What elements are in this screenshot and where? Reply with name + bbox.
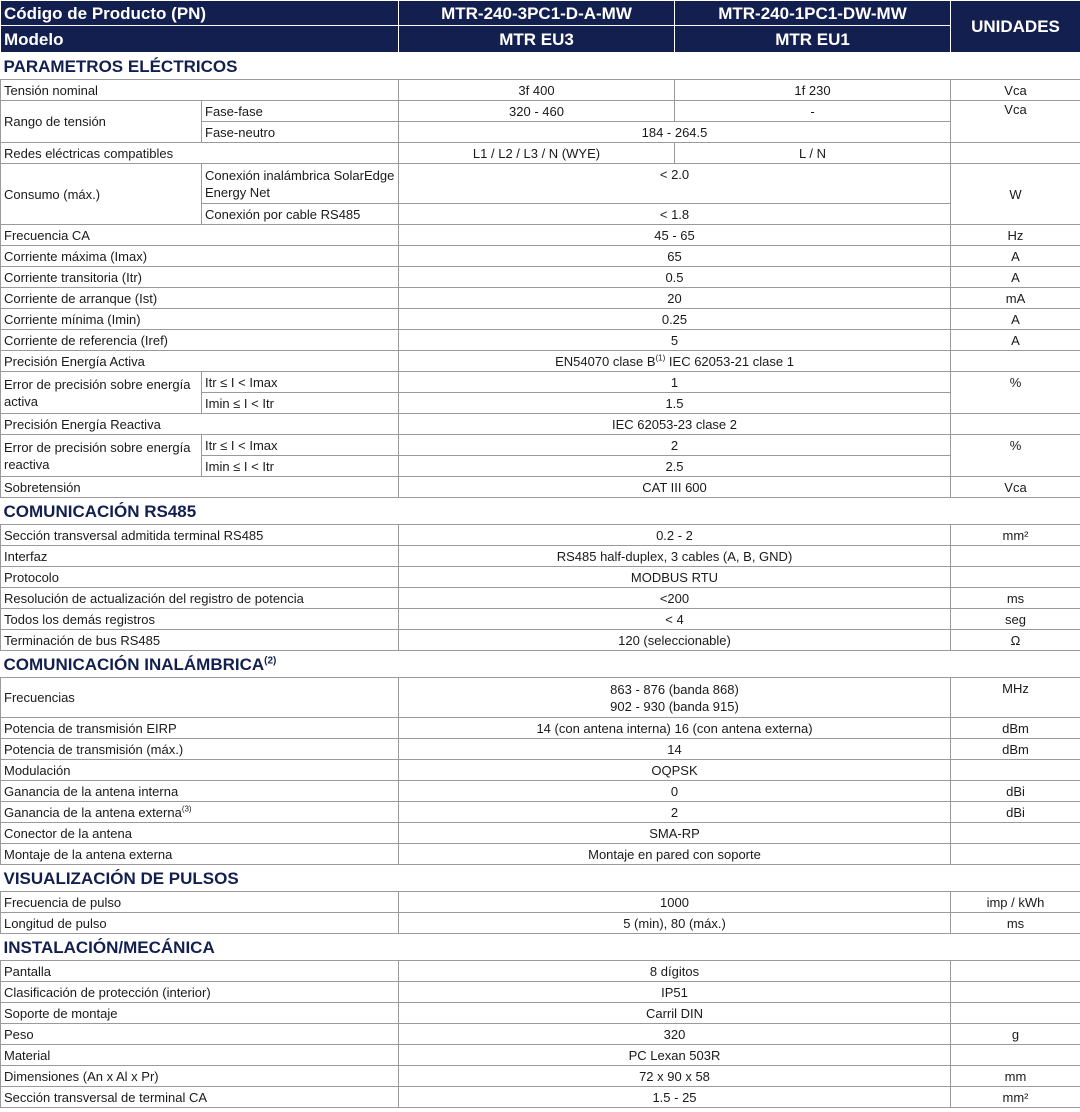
- row-value: < 2.0: [399, 164, 951, 204]
- row-unit: ms: [951, 588, 1080, 609]
- section-wireless: [1, 651, 1080, 678]
- section-title-text: COMUNICACIÓN RS485: [3, 501, 197, 521]
- row-label-text: Potencia de transmisión EIRP: [4, 720, 177, 736]
- section-title-text: VISUALIZACIÓN DE PULSOS: [3, 868, 239, 888]
- row-unit: mm²: [951, 525, 1080, 546]
- row-label-text: Ganancia de la antena interna: [4, 783, 179, 799]
- row-unit: [951, 1045, 1080, 1066]
- row-unit: A: [951, 330, 1080, 351]
- row-unit: %: [951, 435, 1080, 477]
- section-title: PARAMETROS ELÉCTRICOS: [1, 53, 1080, 80]
- row-label: [1, 823, 399, 844]
- value-eu3: L1 / L2 / L3 / N (WYE): [399, 143, 675, 164]
- row-value: CAT III 600: [399, 477, 951, 498]
- section-title-text: COMUNICACIÓN INALÁMBRICA: [3, 654, 265, 674]
- row-label: [1, 913, 399, 934]
- row-unit: [951, 1003, 1080, 1024]
- value-line: 902 - 930 (banda 915): [610, 698, 739, 714]
- row-unit: [951, 143, 1080, 164]
- row-label-text: Frecuencia de pulso: [4, 894, 122, 910]
- row-value: 45 - 65: [399, 225, 951, 246]
- row-unit: imp / kWh: [951, 892, 1080, 913]
- table-row: [1, 844, 1080, 865]
- row-label: [1, 961, 399, 982]
- row-label: Rango de tensión: [1, 101, 202, 143]
- pn-label: Código de Producto (PN): [1, 1, 399, 26]
- table-row: [1, 164, 1080, 204]
- row-value: 1.5: [399, 393, 951, 414]
- row-label: [1, 1045, 399, 1066]
- row-value: [399, 351, 951, 372]
- row-label: Error de precisión sobre energía reactiva: [1, 435, 202, 477]
- row-label-text: Sección transversal admitida terminal RS485: [4, 527, 264, 543]
- header-row-model: [1, 26, 1080, 53]
- section-title: [1, 934, 1080, 961]
- table-row: [1, 1066, 1080, 1087]
- row-label: Corriente máxima (Imax): [1, 246, 399, 267]
- row-value: < 1.8: [399, 204, 951, 225]
- row-label: Error de precisión sobre energía activa: [1, 372, 202, 414]
- row-label: [1, 892, 399, 913]
- row-label-text: Sección transversal de terminal CA: [4, 1089, 208, 1105]
- table-row: [1, 913, 1080, 934]
- row-unit: [951, 844, 1080, 865]
- row-unit: mm²: [951, 1087, 1080, 1108]
- row-unit: A: [951, 309, 1080, 330]
- row-label-text: Interfaz: [4, 548, 48, 564]
- row-label-text: Frecuencias: [4, 690, 75, 705]
- row-label-text: Conector de la antena: [4, 825, 132, 841]
- row-unit: mA: [951, 288, 1080, 309]
- row-value: IEC 62053-23 clase 2: [399, 414, 951, 435]
- row-value: 0.25: [399, 309, 951, 330]
- row-unit: [951, 567, 1080, 588]
- row-unit: [951, 982, 1080, 1003]
- value-eu3: 320 - 460: [399, 101, 675, 122]
- row-value: Carril DIN: [399, 1003, 951, 1024]
- table-row: [1, 246, 1080, 267]
- row-unit: g: [951, 1024, 1080, 1045]
- row-value: OQPSK: [399, 760, 951, 781]
- section-title: [1, 498, 1080, 525]
- table-row: [1, 1024, 1080, 1045]
- value-eu1: L / N: [675, 143, 951, 164]
- row-label: Sobretensión: [1, 477, 399, 498]
- table-row: [1, 80, 1080, 101]
- row-sublabel: Itr ≤ I < Imax: [202, 435, 399, 456]
- table-row: [1, 1087, 1080, 1108]
- row-label: [1, 1003, 399, 1024]
- row-label-text: Protocolo: [4, 569, 59, 585]
- row-unit: mm: [951, 1066, 1080, 1087]
- table-row: [1, 477, 1080, 498]
- model-eu1: MTR EU1: [675, 26, 951, 53]
- pn-eu3: MTR-240-3PC1-D-A-MW: [399, 1, 675, 26]
- model-eu3: MTR EU3: [399, 26, 675, 53]
- section-title: [1, 651, 1080, 678]
- row-label: [1, 525, 399, 546]
- row-label: [1, 609, 399, 630]
- row-unit: dBm: [951, 739, 1080, 760]
- table-row: [1, 414, 1080, 435]
- value-eu1: 1f 230: [675, 80, 951, 101]
- model-label: Modelo: [1, 26, 399, 53]
- section-mechanical: [1, 934, 1080, 961]
- table-row: [1, 718, 1080, 739]
- value-part: EN54070 clase B: [555, 353, 656, 369]
- row-unit: [951, 961, 1080, 982]
- row-label-text: Terminación de bus RS485: [4, 632, 161, 648]
- row-label: [1, 1024, 399, 1045]
- row-label: [1, 1087, 399, 1108]
- row-label: [1, 844, 399, 865]
- row-label: Redes eléctricas compatibles: [1, 143, 399, 164]
- row-value: < 4: [399, 609, 951, 630]
- row-sublabel: Imin ≤ I < Itr: [202, 393, 399, 414]
- row-unit: ms: [951, 913, 1080, 934]
- table-row: [1, 609, 1080, 630]
- row-unit: [951, 546, 1080, 567]
- row-label-text: Modulación: [4, 762, 71, 778]
- row-value: MODBUS RTU: [399, 567, 951, 588]
- row-value: 1000: [399, 892, 951, 913]
- section-electrical: [1, 53, 1080, 80]
- row-value: 1: [399, 372, 951, 393]
- row-label-text: Todos los demás registros: [4, 611, 156, 627]
- table-row: [1, 330, 1080, 351]
- row-label-text: Ganancia de la antena externa: [4, 804, 182, 820]
- row-label-text: Resolución de actualización del registro de potencia: [4, 590, 304, 606]
- table-row: [1, 525, 1080, 546]
- row-unit: [951, 414, 1080, 435]
- row-label-text: Pantalla: [4, 963, 51, 979]
- row-label-text: Montaje de la antena externa: [4, 846, 173, 862]
- table-row: [1, 678, 1080, 718]
- row-sublabel: Conexión por cable RS485: [202, 204, 399, 225]
- section-title-text: INSTALACIÓN/MECÁNICA: [3, 937, 215, 957]
- row-unit: Vca: [951, 477, 1080, 498]
- row-label: [1, 781, 399, 802]
- row-unit: dBi: [951, 802, 1080, 823]
- section-rs485: [1, 498, 1080, 525]
- row-label: Corriente mínima (Imin): [1, 309, 399, 330]
- row-value: 120 (seleccionable): [399, 630, 951, 651]
- row-label-text: Clasificación de protección (interior): [4, 984, 211, 1000]
- row-label: [1, 678, 399, 718]
- row-unit: MHz: [951, 678, 1080, 718]
- row-value: SMA-RP: [399, 823, 951, 844]
- pn-eu1: MTR-240-1PC1-DW-MW: [675, 1, 951, 26]
- row-value: 65: [399, 246, 951, 267]
- row-value: 320: [399, 1024, 951, 1045]
- section-pulses: [1, 865, 1080, 892]
- value-eu3: 3f 400: [399, 80, 675, 101]
- row-value: 14 (con antena interna) 16 (con antena externa): [399, 718, 951, 739]
- row-label: [1, 739, 399, 760]
- row-unit: Vca: [951, 101, 1080, 143]
- row-value: 8 dígitos: [399, 961, 951, 982]
- table-row: [1, 309, 1080, 330]
- row-sublabel: Fase-neutro: [202, 122, 399, 143]
- table-row: [1, 567, 1080, 588]
- row-value: Montaje en pared con soporte: [399, 844, 951, 865]
- row-label-text: Soporte de montaje: [4, 1005, 118, 1021]
- table-row: [1, 372, 1080, 393]
- row-unit: dBm: [951, 718, 1080, 739]
- row-unit: [951, 760, 1080, 781]
- table-row: [1, 435, 1080, 456]
- row-label-text: Material: [4, 1047, 51, 1063]
- row-unit: Hz: [951, 225, 1080, 246]
- row-unit: dBi: [951, 781, 1080, 802]
- row-label: Frecuencia CA: [1, 225, 399, 246]
- row-label: [1, 760, 399, 781]
- table-row: [1, 781, 1080, 802]
- table-row: [1, 267, 1080, 288]
- row-value: 184 - 264.5: [399, 122, 951, 143]
- row-value: 0: [399, 781, 951, 802]
- table-row: [1, 143, 1080, 164]
- row-label: [1, 802, 399, 823]
- row-label-text: Potencia de transmisión (máx.): [4, 741, 184, 757]
- footnote-mark: (3): [181, 804, 192, 814]
- row-unit: [951, 823, 1080, 844]
- row-label: [1, 630, 399, 651]
- row-value: 5 (min), 80 (máx.): [399, 913, 951, 934]
- row-unit: A: [951, 267, 1080, 288]
- value-line: 863 - 876 (banda 868): [610, 681, 739, 697]
- value-part: IEC 62053-21 clase 1: [665, 353, 794, 369]
- row-unit: Vca: [951, 80, 1080, 101]
- row-unit: %: [951, 372, 1080, 414]
- row-value: 0.5: [399, 267, 951, 288]
- row-label: [1, 718, 399, 739]
- value-eu1: -: [675, 101, 951, 122]
- table-row: [1, 961, 1080, 982]
- row-value: 2: [399, 802, 951, 823]
- row-unit: [951, 351, 1080, 372]
- table-row: [1, 760, 1080, 781]
- units-header: UNIDADES: [951, 1, 1080, 53]
- row-label: [1, 982, 399, 1003]
- table-row: [1, 630, 1080, 651]
- row-label: Corriente de referencia (Iref): [1, 330, 399, 351]
- row-sublabel: Itr ≤ I < Imax: [202, 372, 399, 393]
- row-unit: seg: [951, 609, 1080, 630]
- table-row: [1, 982, 1080, 1003]
- row-unit: W: [951, 164, 1080, 225]
- row-label: Precisión Energía Reactiva: [1, 414, 399, 435]
- row-value: 0.2 - 2: [399, 525, 951, 546]
- row-unit: Ω: [951, 630, 1080, 651]
- table-row: [1, 101, 1080, 122]
- row-value: PC Lexan 503R: [399, 1045, 951, 1066]
- row-value: [399, 678, 951, 718]
- row-value: 20: [399, 288, 951, 309]
- row-label: [1, 546, 399, 567]
- row-label: Corriente transitoria (Itr): [1, 267, 399, 288]
- table-row: [1, 351, 1080, 372]
- row-value: 14: [399, 739, 951, 760]
- row-label: Tensión nominal: [1, 80, 399, 101]
- table-row: [1, 892, 1080, 913]
- table-row: [1, 546, 1080, 567]
- row-label-text: Peso: [4, 1026, 34, 1042]
- row-value: 5: [399, 330, 951, 351]
- row-label: Precisión Energía Activa: [1, 351, 399, 372]
- row-sublabel: Fase-fase: [202, 101, 399, 122]
- row-unit: A: [951, 246, 1080, 267]
- row-sublabel: Conexión inalámbrica SolarEdge Energy Net: [202, 164, 399, 204]
- row-label: Consumo (máx.): [1, 164, 202, 225]
- table-row: [1, 1045, 1080, 1066]
- footnote-mark: (2): [264, 654, 277, 666]
- row-value: 72 x 90 x 58: [399, 1066, 951, 1087]
- section-title: [1, 865, 1080, 892]
- row-value: 2: [399, 435, 951, 456]
- header-row-pn: [1, 1, 1080, 26]
- row-label: [1, 1066, 399, 1087]
- row-label: Corriente de arranque (Ist): [1, 288, 399, 309]
- row-value: 1.5 - 25: [399, 1087, 951, 1108]
- row-value: IP51: [399, 982, 951, 1003]
- row-value: RS485 half-duplex, 3 cables (A, B, GND): [399, 546, 951, 567]
- row-sublabel: Imin ≤ I < Itr: [202, 456, 399, 477]
- row-label: [1, 567, 399, 588]
- row-label-text: Longitud de pulso: [4, 915, 107, 931]
- table-row: [1, 288, 1080, 309]
- table-row: [1, 225, 1080, 246]
- row-value: <200: [399, 588, 951, 609]
- table-row: [1, 588, 1080, 609]
- table-row: [1, 823, 1080, 844]
- row-value: 2.5: [399, 456, 951, 477]
- footnote-mark: (1): [655, 353, 666, 363]
- table-row: [1, 1003, 1080, 1024]
- row-label: [1, 588, 399, 609]
- row-label-text: Dimensiones (An x Al x Pr): [4, 1068, 159, 1084]
- table-row: [1, 739, 1080, 760]
- table-row: [1, 802, 1080, 823]
